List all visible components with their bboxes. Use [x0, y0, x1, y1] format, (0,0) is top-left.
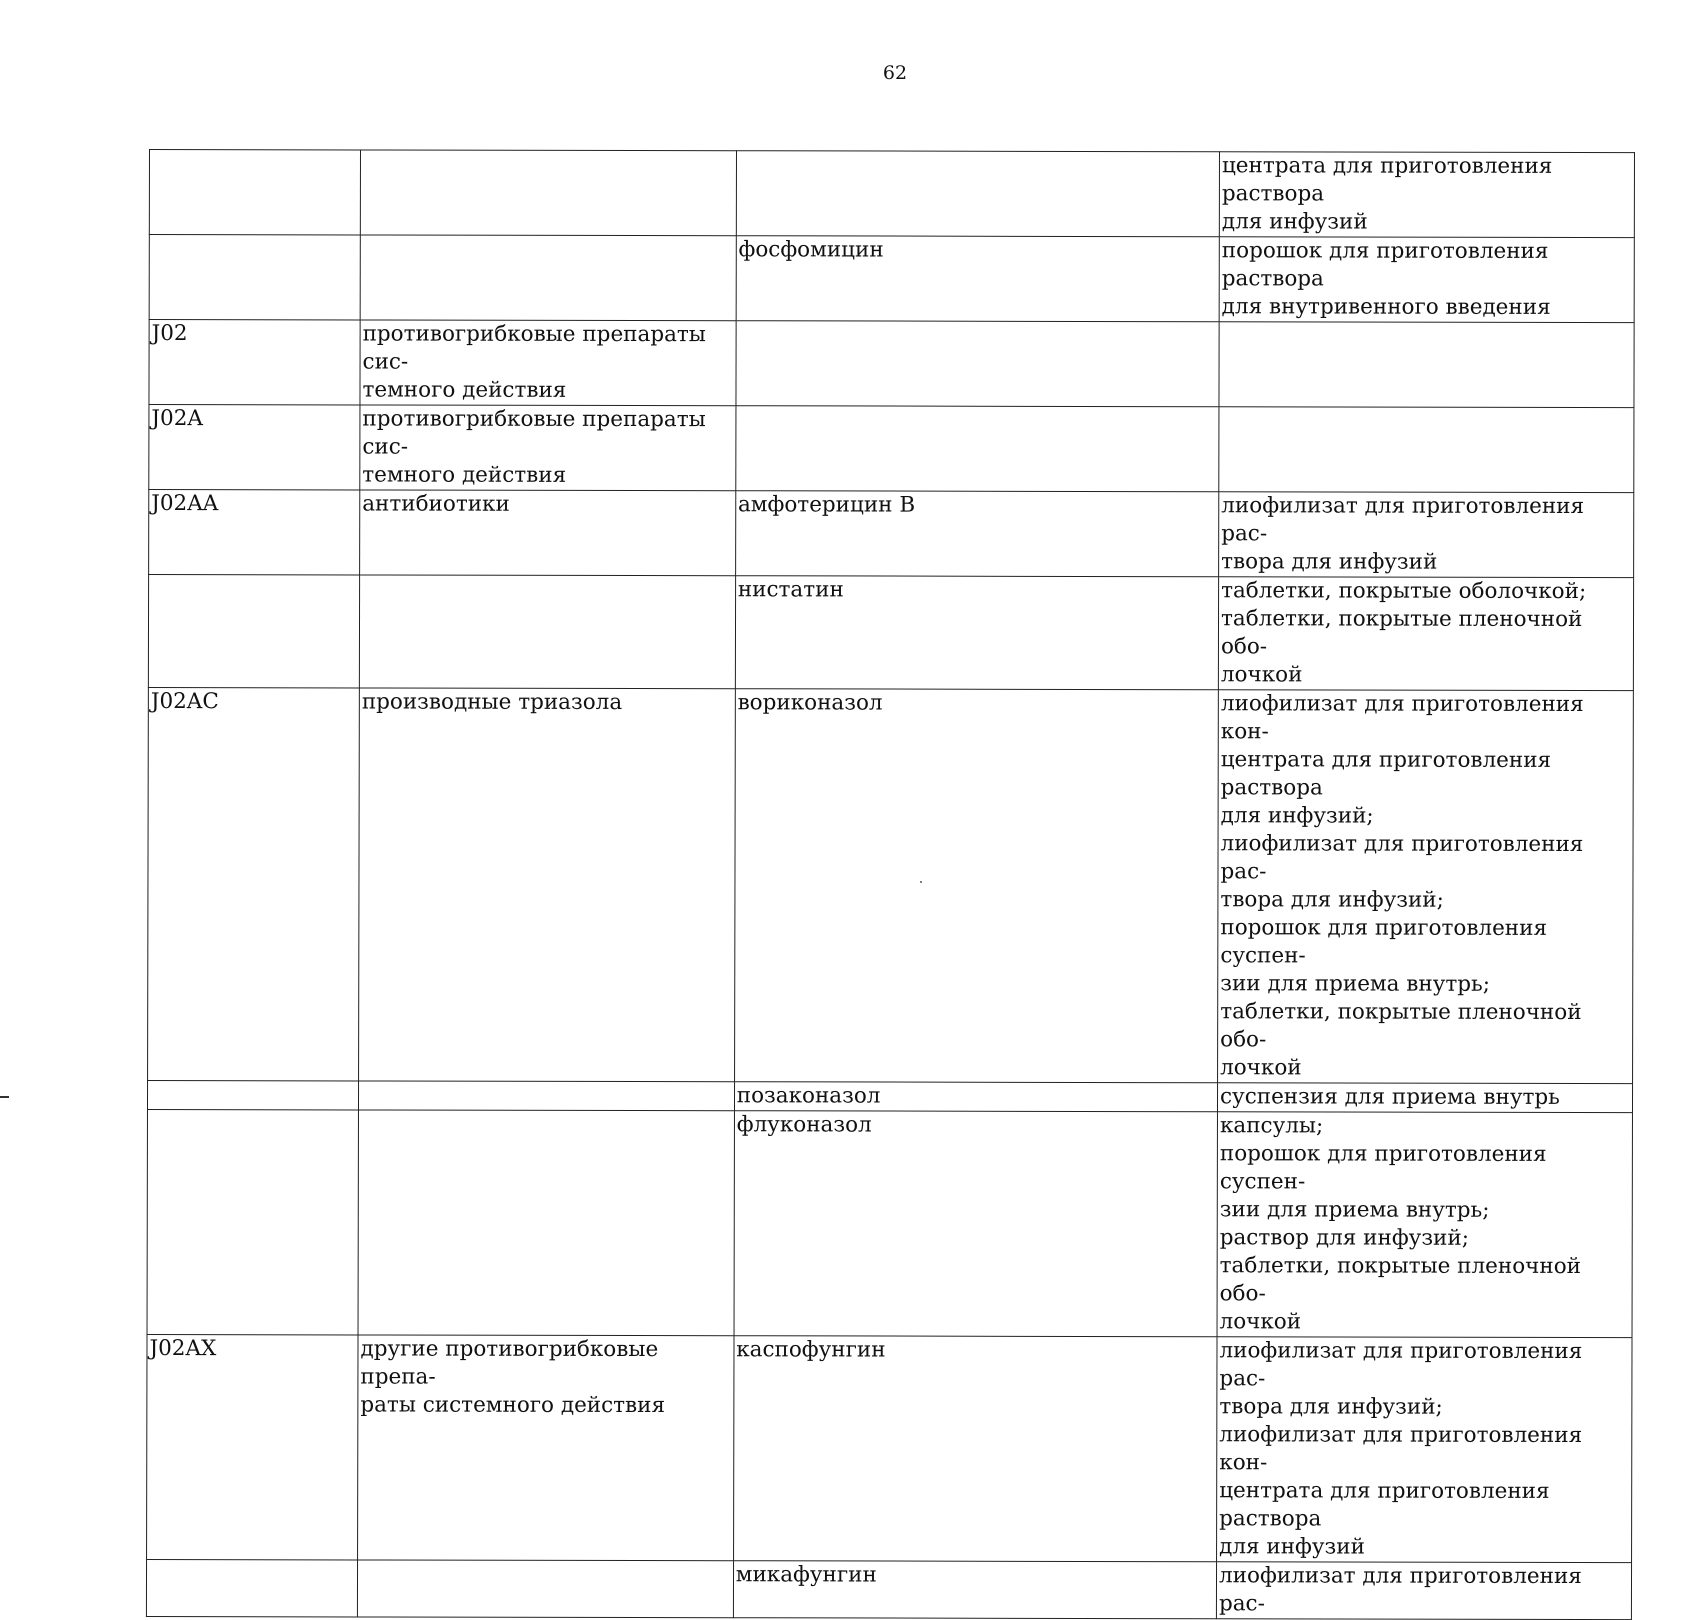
table-row — [149, 405, 1634, 493]
dosage-form-cell: лиофилизат для приготовления рас- — [1216, 1562, 1631, 1620]
dosage-form-cell: порошок для приготовления раствора для внутривенного введения — [1219, 237, 1634, 323]
group-name-cell — [357, 1560, 733, 1618]
group-name-cell: антибиотики — [360, 490, 736, 576]
drug-table — [146, 149, 1635, 1620]
atc-code-cell: J02AC — [148, 687, 360, 1080]
dosage-form-cell — [1219, 322, 1634, 408]
table-row — [147, 1109, 1632, 1337]
dosage-form-cell: суспензия для приема внутрь — [1218, 1083, 1633, 1113]
drug-name-cell: нистатин — [735, 576, 1219, 690]
table-row — [148, 575, 1633, 691]
drug-name-cell: амфотерицин B — [735, 491, 1218, 577]
dosage-form-cell: капсулы; порошок для приготовления суспен- зии для приема внутрь; раствор для инфузий; таблетки, покрытые пленочной обо- лочкой — [1217, 1112, 1632, 1338]
group-name-cell: другие противогрибковые препа- раты системного действия — [358, 1335, 734, 1561]
dosage-form-cell: таблетки, покрытые оболочкой; таблетки, покрытые пленочной обо- лочкой — [1218, 577, 1633, 691]
group-name-cell — [360, 235, 736, 321]
table-row — [147, 1334, 1632, 1562]
drug-name-cell — [736, 151, 1219, 237]
table-row — [149, 150, 1634, 238]
page-number: 62 — [882, 62, 908, 84]
atc-code-cell: J02 — [149, 320, 360, 405]
atc-code-cell — [148, 575, 359, 688]
drug-name-cell: позаконазол — [734, 1082, 1217, 1112]
drug-name-cell: флуконазол — [734, 1111, 1218, 1337]
drug-name-cell: каспофунгин — [733, 1336, 1217, 1562]
group-name-cell — [359, 575, 735, 689]
atc-code-cell — [146, 1559, 357, 1616]
dosage-form-cell — [1219, 407, 1634, 493]
dosage-form-cell: центрата для приготовления раствора для инфузий — [1219, 152, 1634, 238]
atc-code-cell — [149, 150, 360, 235]
drug-name-cell — [736, 321, 1219, 407]
dosage-form-cell: лиофилизат для приготовления кон- центрата для приготовления раствора для инфузий; лиофилизат для приготовления рас- твора для инфузий; порошок для приготовления суспен- зии для приема внутрь; таблетки, покрытые пленочной обо- лочкой — [1218, 690, 1634, 1084]
atc-code-cell — [147, 1109, 358, 1334]
group-name-cell — [358, 1081, 734, 1111]
scan-margin-mark — [0, 1096, 9, 1098]
drug-name-cell: вориконазол — [734, 689, 1218, 1083]
drug-name-cell: микафунгин — [733, 1561, 1216, 1619]
group-name-cell: противогрибковые препараты сис- темного действия — [360, 320, 736, 406]
group-name-cell — [360, 150, 736, 236]
dosage-form-cell: лиофилизат для приготовления рас- твора для инфузий; лиофилизат для приготовления кон- центрата для приготовления раствора для инфузий — [1217, 1337, 1632, 1563]
table-row — [149, 320, 1634, 408]
group-name-cell — [358, 1110, 734, 1336]
atc-code-cell: J02AA — [149, 490, 360, 575]
group-name-cell: производные триазола — [359, 688, 736, 1082]
table-row — [149, 490, 1634, 578]
table-row — [146, 1559, 1631, 1619]
table-row — [149, 235, 1634, 323]
scan-speck — [920, 881, 922, 883]
drug-name-cell — [736, 406, 1219, 492]
atc-code-cell — [149, 235, 360, 320]
table-row — [148, 687, 1634, 1083]
atc-code-cell: J02AX — [147, 1334, 358, 1559]
group-name-cell: противогрибковые препараты сис- темного действия — [360, 405, 736, 491]
table-row — [147, 1080, 1632, 1112]
drug-name-cell: фосфомицин — [736, 236, 1219, 322]
atc-code-cell — [147, 1080, 358, 1109]
dosage-form-cell: лиофилизат для приготовления рас- твора для инфузий — [1219, 492, 1634, 578]
atc-code-cell: J02A — [149, 405, 360, 490]
